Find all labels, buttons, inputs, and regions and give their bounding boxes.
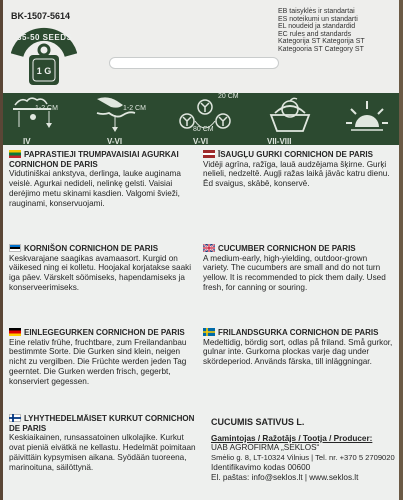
standards-line: EB taisyklės ir standartai [278,8,355,15]
section-title [9,150,199,160]
title-text: LYHYTHEDELMÄISET KURKUT CORNICHON [24,414,195,423]
month-label: V-VI [107,137,123,146]
section-body: Keskvarajane saagikas avamaasort. Kurgid on väikesed ning ei kolletu. Hoojakal korjatakse saaki iga päev. Värskelt söömiseks, hapendamiseks ja konserveerimiseks. [9,253,192,292]
title-text: FRILANDSGURKA CORNICHON DE PARIS [218,328,379,337]
hang-slot [109,57,279,69]
sun-cell [339,93,395,145]
fi-flag-icon [9,414,21,422]
sowing-hand-cell [93,93,163,145]
title-line: DE PARIS [9,423,47,433]
section-body: Eine relativ frühe, fruchtbare, zum Freilandanbau bestimmte Sorte. Die Gurken sind klein, neigen nicht zu vergilben. Die Früchte werden jeden Tag geerntet. Die Gurken werden frisch, gegerbt, konserviert gegessen. [9,337,187,386]
section-sv [203,328,395,367]
sowing-hand-icon [93,95,153,135]
ee-flag-icon [9,244,21,252]
section-title [9,328,199,338]
de-flag-icon [9,328,21,336]
section-body: Vidēji agrīna, ražīga, lauā audzējama šķirne. Gurķi nelieli, nedzeltē. Augļi ražas laikā jāvāc katru dienu. Ēd svaigus, skābē, konservē. [203,159,390,189]
title-line: PAPRASTIEJI TRUMPAVAISIAI AGURKAI [24,150,179,159]
standards-line: ES noteikumi un standarti [278,15,358,23]
section-title [203,150,395,160]
title-text: KORNIŠON CORNICHON DE PARIS [24,244,159,253]
section-fi [9,414,201,472]
lt-flag-icon [9,150,21,158]
section-lt [9,150,199,208]
month-label: V-VI [193,137,209,146]
seeds-count: 35-50 SEEDS [17,33,73,42]
section-title [203,244,395,254]
latin-name: CUCUMIS SATIVUS L. [211,417,305,427]
uk-flag-icon [203,244,215,252]
sowing-depth-cell [9,93,79,145]
producer-heading: Gamintojas / Ražotājs / Tootja / Producer: [211,433,373,443]
title-line: CORNICHON DE PARIS [9,159,98,169]
depth-label: 1-2 CM [123,105,146,112]
harvest-cell [261,93,321,145]
top-section [3,0,399,93]
title-text: CUCUMBER CORNICHON DE PARIS [218,244,356,253]
title-text: EINLEGEGURKEN CORNICHON DE PARIS [24,328,185,337]
category-standards [278,8,365,54]
section-body: A medium-early, high-yielding, outdoor-grown variety. The cucumbers are small and do not turn yellow. It is recommended to pick them daily. Used fresh, for canning or souring. [203,253,386,292]
product-code: BK-1507-5614 [11,11,71,21]
section-body: Medeltidig, bördig sort, odlas på friland. Små gurkor, gulnar inte. Gurkorna plockas varje dag under skördeperiod. Används färska, till inläggningar. [203,337,393,367]
month-label: VII-VIII [267,137,292,146]
se-flag-icon [203,328,215,336]
section-title [9,414,201,424]
standards-line: EL noudeid ja standardid [278,23,356,31]
producer-block [211,418,399,482]
instruction-icons [3,93,399,145]
sowing-depth-icon [11,95,61,133]
depth-label: 1-2 CM [35,105,58,112]
plant-spacing-label: 80 CM [193,126,214,133]
producer-address: Smėlio g. 8, LT-10324 Vilnius | Tel. nr. +370 5 2709020 [211,453,395,463]
seed-weight: 1 G [36,66,52,76]
producer-contact: El. paštas: info@seklos.lt | www.seklos.lt [211,472,359,482]
section-body: Vidutiniškai ankstyva, derlinga, lauke auginama veislė. Agurkai nedideli, nelinkę gelsti. Vaisiai derėjimo metu skinami kasdien. Valgomi švieži, rauginami, konservuojami. [9,169,181,208]
section-title [203,328,395,338]
standards-line: EC rules and standards [278,30,352,38]
section-body: Keskiaikainen, runsassatoinen ulkolajike. Kurkut ovat pieniä eivätkä ne kellastu. Hedelmät poimitaan päivittäin kypsymisen aikana. Syödään tuoreena, marinoituna, säilöttynä. [9,433,196,472]
standards-line: Kategooria ST Category ST [278,45,364,53]
month-label: IV [23,137,31,146]
seed-packet-back [3,0,399,500]
section-en [203,244,395,293]
section-de [9,328,199,386]
producer-company: UAB AGROFIRMA „SEKLOS“ [211,443,320,453]
section-et [9,244,199,293]
lv-flag-icon [203,150,215,158]
title-text: ĪSAUGĻU GURKI CORNICHON DE PARIS [218,150,373,159]
standards-line: Kategorija ST Kategorija ST [278,38,365,46]
producer-id: Identifikavimo kodas 00600 [211,462,311,472]
section-lv [203,150,395,189]
harvest-basket-icon [267,95,313,135]
section-title [9,244,199,254]
background-edge [399,0,403,500]
spacing-cell [171,93,251,145]
sun-icon [345,97,389,137]
row-spacing-label: 20 CM [218,93,239,100]
